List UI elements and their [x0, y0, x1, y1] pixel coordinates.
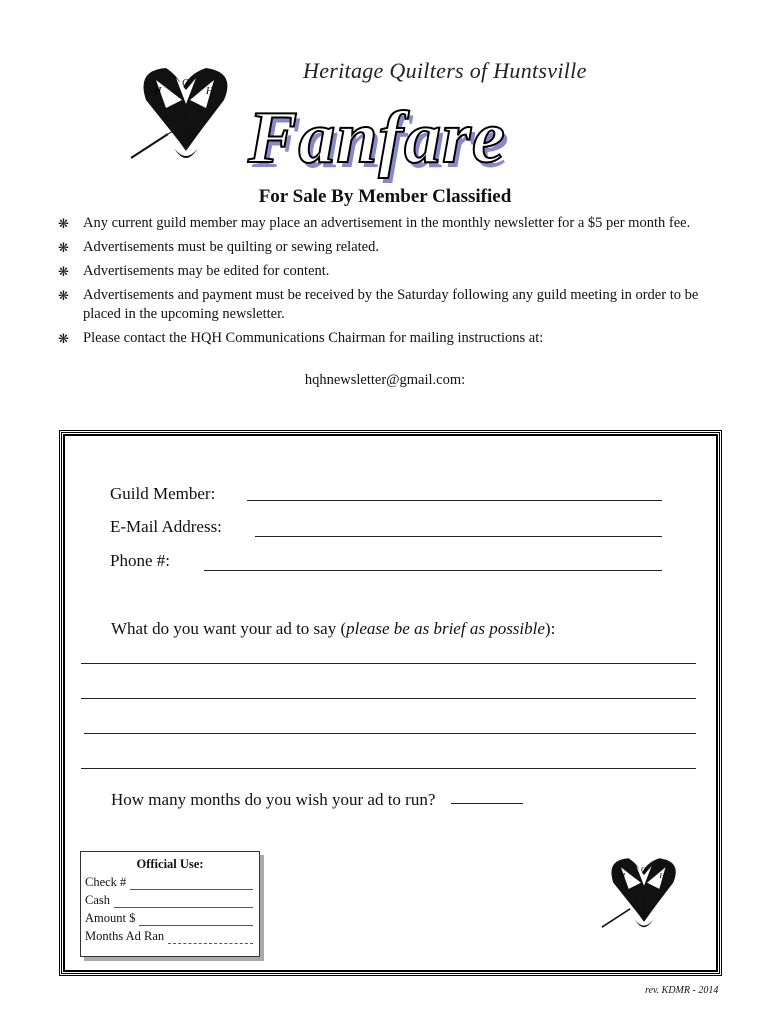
newsletter-title: Fanfare — [248, 97, 506, 179]
flower-star-icon: ❋ — [58, 331, 69, 346]
guild-member-field[interactable] — [247, 500, 662, 501]
flower-star-icon: ❋ — [58, 264, 69, 279]
official-use-box — [80, 851, 260, 957]
ad-text-line-1[interactable] — [81, 663, 696, 664]
ad-text-line-4[interactable] — [81, 768, 696, 769]
page-heading: For Sale By Member Classified — [258, 186, 512, 207]
ad-text-line-3[interactable] — [84, 733, 696, 734]
guild-logo-fan — [126, 60, 246, 172]
flower-star-icon: ❋ — [58, 240, 69, 255]
logo-letter-h2: H — [659, 871, 665, 881]
rules-list — [58, 214, 718, 353]
flower-star-icon: ❋ — [58, 216, 69, 231]
ad-text-line-2[interactable] — [81, 698, 696, 699]
phone-field[interactable] — [204, 570, 662, 571]
months-ran-field[interactable] — [168, 932, 253, 944]
guild-member-label: Guild Member: — [110, 484, 216, 503]
check-row: Check # — [85, 875, 259, 890]
amount-field[interactable] — [139, 914, 253, 926]
amount-row: Amount $ — [85, 911, 259, 926]
logo-letter-q: Q — [640, 865, 647, 874]
revision-note: rev. KDMR - 2014 — [645, 985, 719, 996]
logo-letter-h1: H — [154, 86, 162, 97]
flower-star-icon: ❋ — [58, 288, 69, 303]
email-field[interactable] — [255, 536, 662, 537]
org-name: Heritage Quilters of Huntsville — [303, 58, 587, 83]
rule-item: ❋ Advertisements and payment must be received by the Saturday following any guild meeting in order to be placed in the upcoming newsletter. — [58, 287, 699, 322]
official-use-heading: Official Use: — [136, 857, 204, 871]
months-field[interactable] — [451, 803, 523, 804]
guild-logo-fan-small — [598, 845, 690, 945]
phone-label: Phone #: — [110, 551, 170, 570]
logo-letter-h2: H — [206, 86, 214, 97]
rule-item: ❋ Advertisements must be quilting or sewing related. — [58, 239, 379, 255]
logo-letter-h1: H — [619, 871, 625, 881]
logo-letter-q: Q — [182, 78, 190, 89]
contact-email: hqhnewsletter@gmail.com: — [304, 372, 466, 388]
rule-item: ❋ Advertisements may be edited for content. — [58, 263, 330, 279]
rule-item: ❋ Any current guild member may place an advertisement in the monthly newsletter for a $5 per month fee. — [58, 215, 691, 231]
check-field[interactable] — [130, 878, 253, 890]
cash-field[interactable] — [114, 896, 253, 908]
months-question: How many months do you wish your ad to run? — [111, 790, 436, 809]
email-label: E-Mail Address: — [110, 517, 222, 536]
months-ran-row: Months Ad Ran — [85, 929, 259, 944]
rule-item: ❋ Please contact the HQH Communications Chairman for mailing instructions at: — [58, 330, 544, 346]
cash-row: Cash — [85, 893, 259, 908]
ad-text-question: What do you want your ad to say (please be as brief as possible): — [111, 619, 556, 638]
